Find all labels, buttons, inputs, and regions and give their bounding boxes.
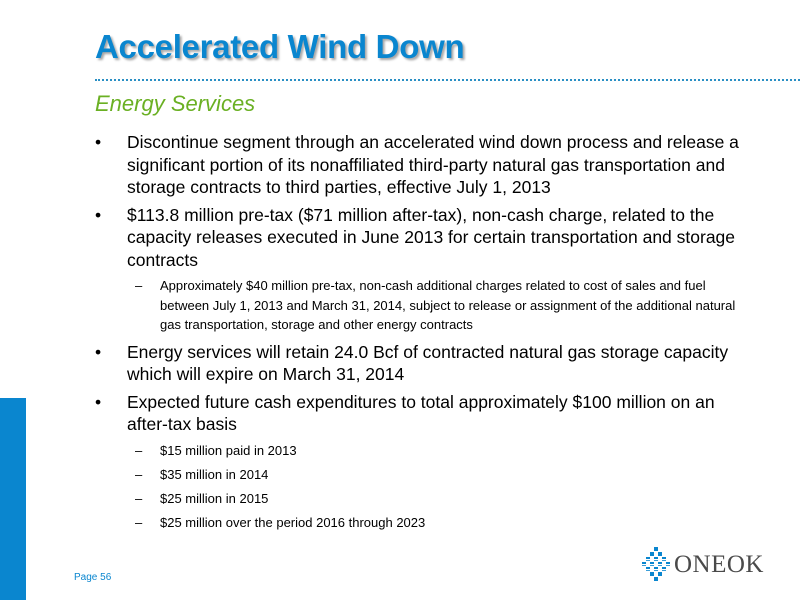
dash-mark: –: [135, 278, 143, 293]
bullet-mark: •: [95, 341, 102, 362]
bullet-item: [95, 204, 755, 272]
sub-bullet-text: $35 million in 2014: [160, 466, 269, 482]
sub-bullet-item: [95, 489, 755, 509]
dash-mark: –: [135, 442, 143, 458]
sub-bullet-list: [95, 276, 755, 335]
bullet-mark: •: [95, 391, 102, 412]
sub-bullet-text: $25 million over the period 2016 through 2023: [160, 514, 426, 530]
title-divider: [95, 79, 800, 81]
slide-title: Accelerated Wind Down: [95, 28, 465, 65]
dash-mark: –: [135, 514, 143, 530]
sub-bullet-item: [95, 441, 755, 461]
bullet-mark: •: [95, 204, 102, 225]
company-logo: [640, 546, 764, 582]
bullet-text: Expected future cash expenditures to total approximately $100 million on an after-tax basis: [127, 391, 715, 434]
sub-bullet-item: [95, 276, 755, 335]
sub-bullet-list: [95, 441, 755, 533]
left-accent-bar: [0, 398, 26, 600]
sub-bullet-item: [95, 465, 755, 485]
dash-mark: –: [135, 466, 143, 482]
bullet-item: [95, 341, 755, 386]
sub-bullet-text: Approximately $40 million pre-tax, non-cash additional charges related to cost of sales and fuel between July 1, 2013 and March 31, 2014, subject to release or assignment of the additional natural gas transportation, storage and other energy contracts: [160, 278, 736, 332]
bullet-item: [95, 391, 755, 436]
bullet-list: [95, 131, 755, 538]
sub-bullet-item: [95, 513, 755, 533]
bullet-text: Discontinue segment through an accelerated wind down process and release a significant portion of its nonaffiliated third-party natural gas transportation and storage contracts to third parties, effective July 1, 2013: [127, 132, 739, 197]
bullet-item: [95, 131, 755, 199]
slide-subtitle: Energy Services: [95, 91, 256, 116]
sub-bullet-text: $25 million in 2015: [160, 490, 269, 506]
logo-wordmark: ONEOK: [674, 551, 764, 578]
bullet-text: $113.8 million pre-tax ($71 million after-tax), non-cash charge, related to the capacity releases executed in June 2013 for certain transportation and storage contracts: [127, 204, 736, 270]
bullet-text: Energy services will retain 24.0 Bcf of contracted natural gas storage capacity which will expire on March 31, 2014: [127, 341, 729, 384]
bullet-mark: •: [95, 132, 102, 152]
sub-bullet-text: $15 million paid in 2013: [160, 442, 297, 458]
page-number: Page 56: [74, 572, 112, 583]
oneok-diamond-logo-icon: [640, 546, 672, 582]
dash-mark: –: [135, 490, 143, 506]
